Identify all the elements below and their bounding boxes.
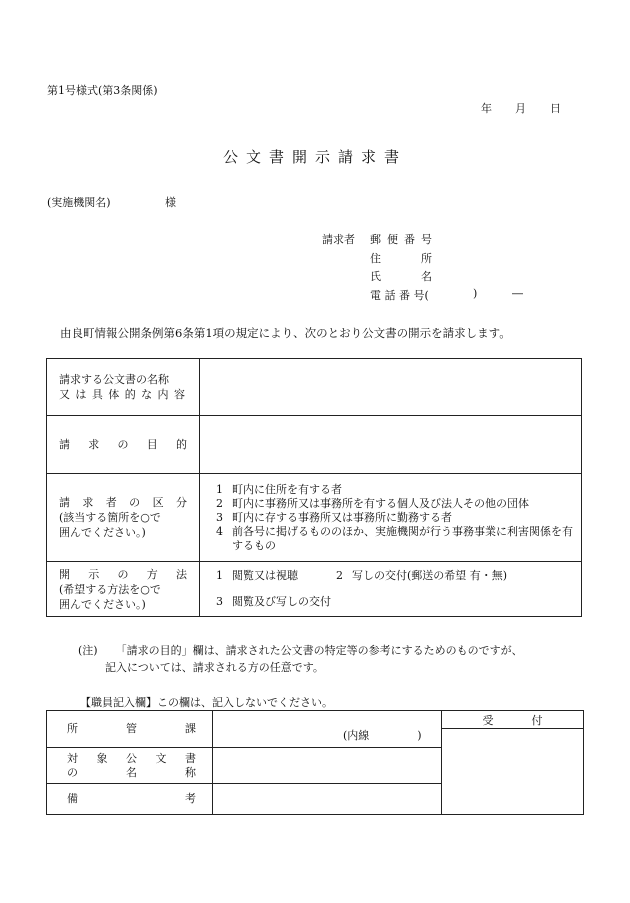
category-option-4[interactable]: 4 前各号に掲げるもののほか、実施機関が行う事務事業に利害関係を有するもの xyxy=(216,524,573,552)
phone-close-paren: ) xyxy=(473,287,478,300)
method-label: 開 示 の 方 法 (希望する方法を○で 囲んでください。) xyxy=(47,562,200,617)
method-option-1[interactable]: 1 閲覧又は視聴 xyxy=(216,569,298,582)
reception-stamp-area[interactable] xyxy=(442,729,584,815)
remarks-label: 備 考 xyxy=(47,784,213,815)
postal-code-label: 郵 xyxy=(370,233,381,246)
category-options xyxy=(200,474,582,562)
document-title: 公文書開示請求書 xyxy=(222,148,408,166)
category-option-2[interactable]: 2 町内に事務所又は事務所を有する個人及び法人その他の団体 xyxy=(216,496,529,510)
phone-dash: ― xyxy=(512,287,523,300)
category-row xyxy=(47,474,582,562)
doc-name-row xyxy=(47,359,582,416)
honorific: 様 xyxy=(165,196,176,209)
staff-section-heading: 【職員記入欄】この欄は、記入しないでください。 xyxy=(80,696,333,709)
dept-extension-cell[interactable]: (内線 ) xyxy=(213,711,442,748)
method-row xyxy=(47,562,582,617)
purpose-row xyxy=(47,416,582,474)
method-option-2[interactable]: 2 写しの交付(郵送の希望 有・無) xyxy=(336,569,508,582)
phone-label: 電 話 番 号( xyxy=(370,289,429,302)
date-month-label: 月 xyxy=(515,102,526,115)
doc-name-label: 請求する公文書の名称 又 は 具 体 的 な 内 容 xyxy=(47,359,200,416)
name-label: 氏 xyxy=(370,270,381,283)
date-year-label: 年 xyxy=(481,102,492,115)
form-number: 第1号様式(第3条関係) xyxy=(47,84,158,97)
requester-role-label: 請求者 xyxy=(322,233,355,246)
note-line-1: (注) 「請求の目的」欄は、請求された公文書の特定等の参考にするためのものですが、 xyxy=(78,644,523,657)
category-label: 請 求 者 の 区 分 (該当する箇所を○で 囲んでください。) xyxy=(47,474,200,562)
method-option-3[interactable]: 3 閲覧及び写しの交付 xyxy=(216,595,331,608)
category-option-1[interactable]: 1 町内に住所を有する者 xyxy=(216,482,342,496)
address-label: 住 xyxy=(370,252,381,265)
requester-block: 請求者 郵 便 番 号 住 所 氏 名 電 話 番 号( ) ― xyxy=(322,233,523,302)
method-options xyxy=(200,562,582,617)
purpose-label: 請 求 の 目 的 xyxy=(47,416,200,474)
agency-name-label: (実施機関名) xyxy=(47,196,111,209)
remarks-cell[interactable] xyxy=(213,784,442,815)
target-doc-name-label: 対 象 公 文 書 の 名 称 xyxy=(47,748,213,784)
purpose-input-area[interactable] xyxy=(200,416,582,474)
request-form-table xyxy=(46,358,582,617)
doc-name-input-area[interactable] xyxy=(200,359,582,416)
note-marker: (注) xyxy=(78,644,98,657)
category-option-3[interactable]: 3 町内に存する事務所又は事務所に勤務する者 xyxy=(216,510,452,524)
staff-table xyxy=(46,710,584,815)
target-doc-name-cell[interactable] xyxy=(213,748,442,784)
note-line-2: 記入については、請求される方の任意です。 xyxy=(105,661,324,674)
request-statement: 由良町情報公開条例第6条第1項の規定により、次のとおり公文書の開示を請求します。 xyxy=(60,326,511,340)
dept-label: 所 管 課 xyxy=(47,711,213,748)
reception-header: 受 付 xyxy=(442,711,584,729)
date-day-label: 日 xyxy=(550,102,561,115)
